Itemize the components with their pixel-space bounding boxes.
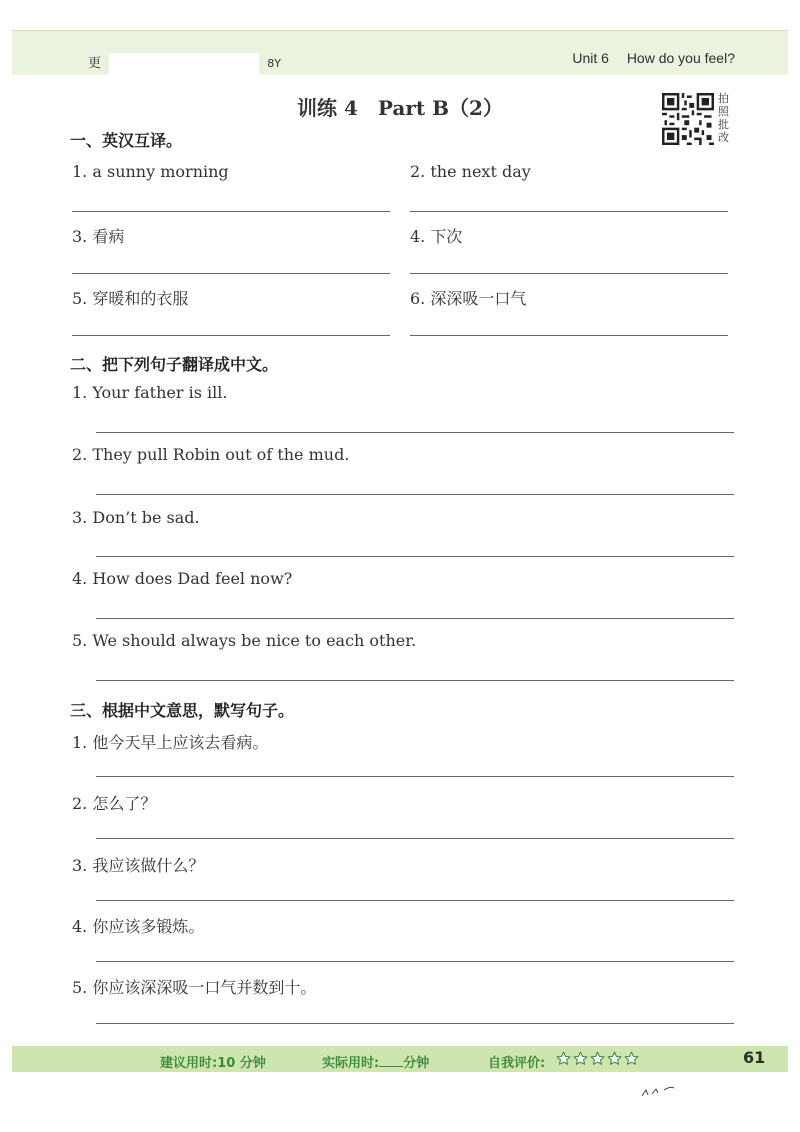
s2-item-3-text: Don’t be sad. (92, 508, 200, 527)
s1-item-6-text: 深深吸一口气 (430, 289, 527, 308)
s3-answer-line-5[interactable] (96, 1023, 734, 1024)
suggested-time: 建议用时:10 分钟 (160, 1056, 266, 1071)
s3-item-2-text: 怎么了？ (92, 794, 157, 813)
s1-item-4-text: 下次 (430, 227, 463, 246)
qr-label-char: 照 (718, 105, 729, 118)
section-2-heading: 二、把下列句子翻译成中文。 (70, 355, 279, 374)
actual-time-unit: 分钟 (403, 1056, 430, 1071)
s1-item-2-num: 2. (410, 162, 426, 181)
s1-item-1 (72, 162, 229, 181)
s2-item-2-text: They pull Robin out of the mud. (92, 445, 350, 464)
s2-item-1 (72, 383, 227, 402)
section-3-heading: 三、根据中文意思，默写句子。 (70, 701, 295, 720)
s2-answer-line-4[interactable] (96, 618, 734, 619)
s2-item-2-num: 2. (72, 445, 88, 464)
s1-item-2 (410, 162, 531, 181)
s3-item-2 (72, 791, 156, 814)
self-eval-label: 自我评价: (488, 1056, 546, 1071)
page-title: 训练 4 Part B（2） (297, 96, 503, 120)
star-icon[interactable] (590, 1051, 605, 1066)
unit-label: Unit 6 (572, 50, 609, 66)
s3-item-3-num: 3. (72, 856, 88, 875)
s3-item-5-text: 你应该深深吸一口气并数到十。 (92, 978, 317, 997)
s3-item-2-num: 2. (72, 794, 88, 813)
s3-item-4-num: 4. (72, 917, 88, 936)
s3-item-4 (72, 914, 204, 937)
self-eval-stars[interactable] (556, 1051, 641, 1070)
s2-answer-line-2[interactable] (96, 494, 734, 495)
s3-item-5 (72, 975, 316, 998)
s3-item-1-num: 1. (72, 733, 88, 752)
s1-answer-line-4[interactable] (410, 273, 728, 274)
s1-item-1-text: a sunny morning (92, 162, 229, 181)
s3-item-4-text: 你应该多锻炼。 (92, 917, 205, 936)
s1-answer-line-2[interactable] (410, 211, 728, 212)
s1-item-1-num: 1. (72, 162, 88, 181)
s2-item-4-num: 4. (72, 569, 88, 588)
qr-label (718, 92, 736, 144)
s1-item-3 (72, 224, 124, 247)
s1-item-3-num: 3. (72, 227, 88, 246)
s2-item-1-text: Your father is ill. (92, 383, 228, 402)
unit-title (572, 50, 735, 66)
actual-time-blank[interactable] (379, 1066, 403, 1067)
s2-item-5 (72, 631, 416, 650)
s2-item-4 (72, 569, 292, 588)
s2-item-3-num: 3. (72, 508, 88, 527)
s3-answer-line-4[interactable] (96, 961, 734, 962)
s1-answer-line-5[interactable] (72, 335, 390, 336)
header-left-char: 更 (88, 56, 102, 71)
s1-answer-line-1[interactable] (72, 211, 390, 212)
s2-answer-line-3[interactable] (96, 556, 734, 557)
s2-answer-line-1[interactable] (96, 432, 734, 433)
qr-label-char: 改 (718, 131, 729, 144)
s3-item-3-text: 我应该做什么？ (92, 856, 205, 875)
star-icon[interactable] (607, 1051, 622, 1066)
star-icon[interactable] (556, 1051, 571, 1066)
header-code: 8Y (267, 57, 282, 70)
s1-item-5 (72, 286, 188, 309)
qr-code-icon[interactable] (662, 93, 714, 145)
s1-item-4 (410, 224, 462, 247)
s1-answer-line-6[interactable] (410, 335, 728, 336)
s1-item-6-num: 6. (410, 289, 426, 308)
qr-label-char: 拍 (718, 92, 729, 105)
s2-item-2 (72, 445, 349, 464)
s3-answer-line-1[interactable] (96, 776, 734, 777)
s1-item-5-text: 穿暖和的衣服 (92, 289, 189, 308)
s1-item-5-num: 5. (72, 289, 88, 308)
star-icon[interactable] (624, 1051, 639, 1066)
s3-answer-line-2[interactable] (96, 838, 734, 839)
s2-item-3 (72, 508, 200, 527)
pen-scribble-icon (640, 1080, 690, 1100)
s1-item-2-text: the next day (430, 162, 531, 181)
s1-item-3-text: 看病 (92, 227, 125, 246)
s3-item-1-text: 他今天早上应该去看病。 (92, 733, 269, 752)
s1-item-4-num: 4. (410, 227, 426, 246)
s3-answer-line-3[interactable] (96, 900, 734, 901)
s3-item-3 (72, 853, 204, 876)
s2-item-5-text: We should always be nice to each other. (92, 631, 417, 650)
s2-answer-line-5[interactable] (96, 680, 734, 681)
s2-item-1-num: 1. (72, 383, 88, 402)
star-icon[interactable] (573, 1051, 588, 1066)
unit-name: How do you feel? (626, 50, 735, 66)
s1-item-6 (410, 286, 526, 309)
s2-item-5-num: 5. (72, 631, 88, 650)
s2-item-4-text: How does Dad feel now? (92, 569, 293, 588)
s3-item-1 (72, 730, 268, 753)
masked-area (109, 53, 259, 75)
qr-label-char: 批 (718, 118, 729, 131)
page-number: 61 (743, 1048, 766, 1067)
header-left (88, 52, 281, 75)
s1-answer-line-3[interactable] (72, 273, 390, 274)
section-1-heading: 一、英汉互译。 (70, 131, 183, 150)
actual-time-label: 实际用时: (322, 1056, 380, 1071)
s3-item-5-num: 5. (72, 978, 88, 997)
actual-time (322, 1052, 429, 1071)
